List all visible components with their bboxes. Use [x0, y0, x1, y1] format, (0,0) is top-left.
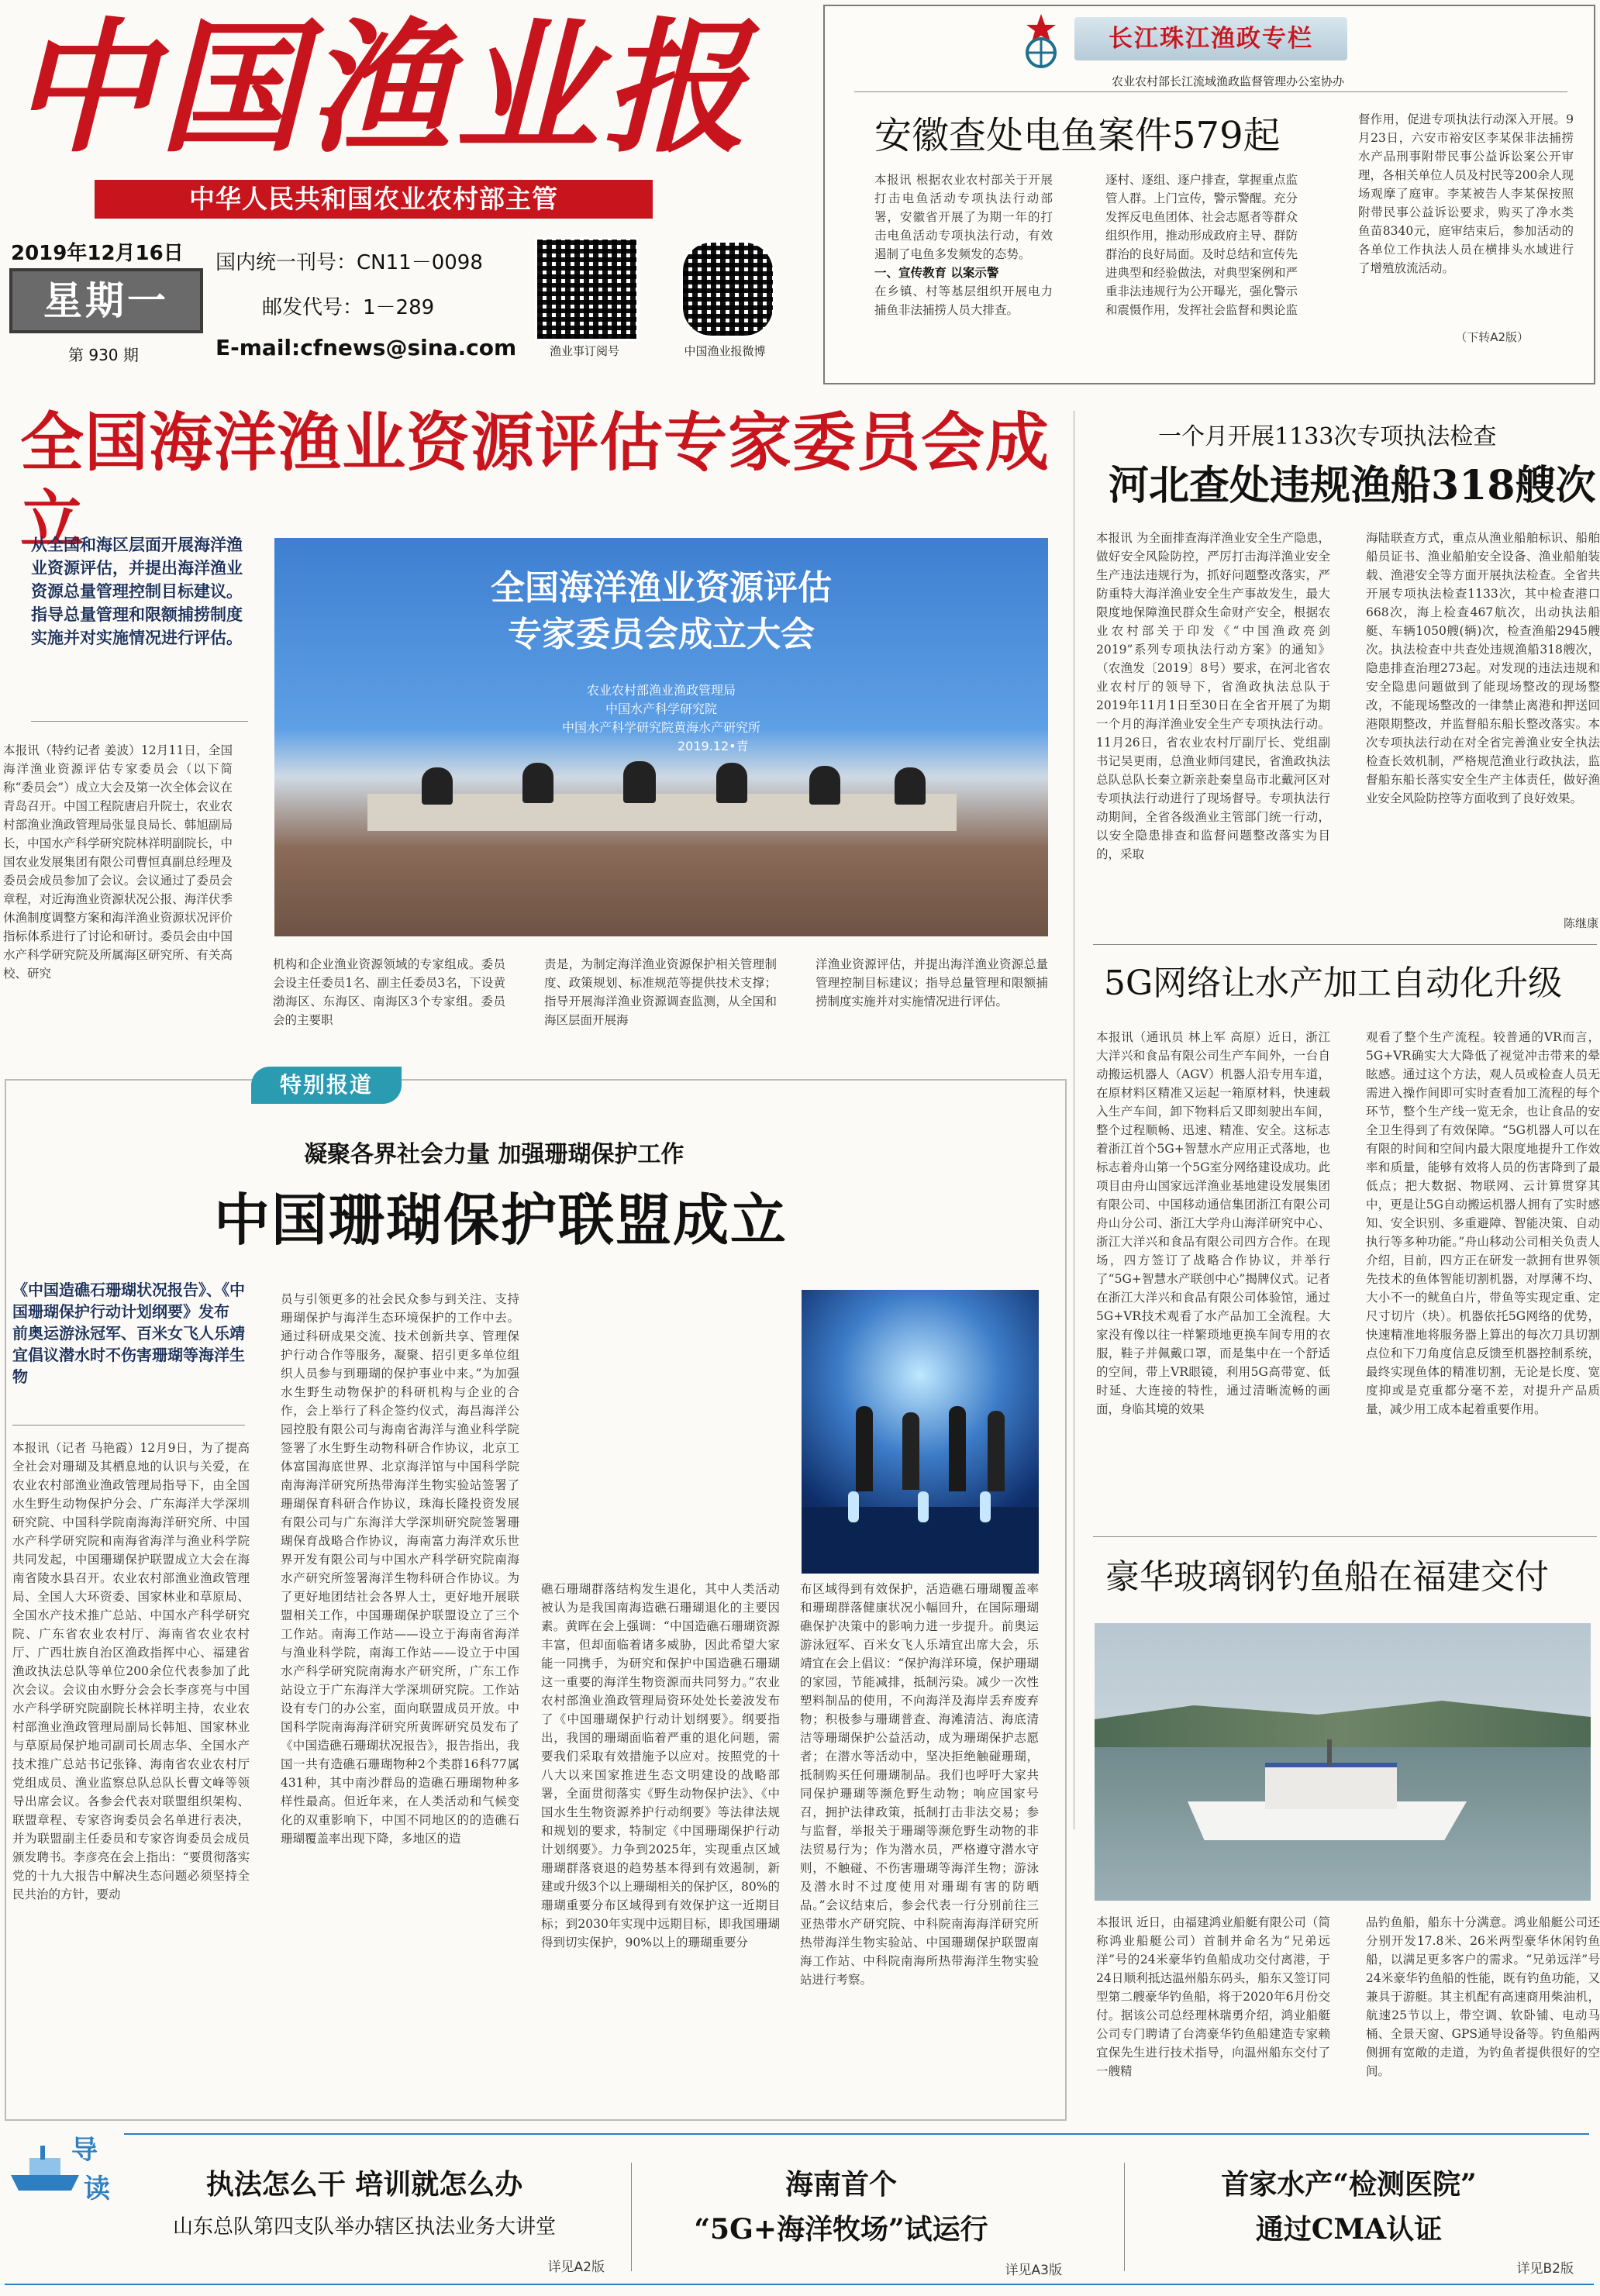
guide-item-3-subtitle: 通过CMA认证 [1255, 2213, 1443, 2246]
qr1-caption: 渔业事订阅号 [549, 344, 619, 358]
conference-banner-title1: 全国海洋渔业资源评估 [491, 568, 832, 608]
anhui-continued[interactable]: （下转A2版） [1455, 330, 1529, 344]
email[interactable]: E-mail:cfnews@sina.com [216, 335, 517, 360]
postal-code: 邮发代号：1－289 [262, 296, 435, 319]
guide-item-1-title: 执法怎么干 培训就怎么办 [205, 2168, 523, 2201]
guide-item-2-page: 详见A3版 [1005, 2263, 1062, 2278]
main-headline: 全国海洋渔业资源评估专家委员会成立 [20, 406, 1050, 557]
main-col2: 机构和企业渔业资源领域的专家组成。委员会设主任委员1名、副主任委员3名，下设黄渤海区、东海区、南海区3个专家组。委员会的主要职 [273, 957, 505, 1027]
special-report-tag: 特别报道 [279, 1072, 373, 1098]
yacht-photo [1095, 1623, 1591, 1901]
special-column-title: 长江珠江渔政专栏 [1109, 25, 1313, 53]
conference-banner-date: 2019.12•青 [678, 739, 749, 753]
guide-item-1[interactable] [132, 2163, 605, 2279]
fiveg-col1: 本报讯（通讯员 林上军 高原）近日，浙江大洋兴和食品有限公司生产车间外，一台自动搬运机器人（AGV）机器人沿专用车道，在原材料区精准又运起一箱原材料，快速载入生产车间，卸下物料后又即刻驶出车间，整个过程顺畅、迅速、精准、安全。这标志着浙江首个5G+智慧水产应用正式落地，也标志着舟山第一个5G室分网络建设成功。此项目由舟山国家远洋渔业基地建设发展集团有限公司、中国移动通信集团浙江有限公司舟山分公司、浙江大学舟山海洋研究中心、浙江大洋兴和食品有限公司四方合作。在现场，四方签订了战略合作协议，并举行了“5G+智慧水产联创中心”揭牌仪式。记者在浙江大洋兴和食品有限公司体验馆，通过5G+VR技术观看了水产品加工全流程。大家没有像以往一样繁琐地更换车间专用的衣服，鞋子并佩戴口罩，而是集中在一个舒适的空间，带上VR眼镜，利用5G高带宽、低时延、大连接的特性，通过清晰流畅的画面，身临其境的效果 [1096, 1030, 1330, 1416]
qr-code-subscription[interactable] [535, 237, 639, 341]
main-lead: 从全国和海区层面开展海洋渔业资源评估，并提出海洋渔业资源总量管理控制目标建议。指导总量管理和限额捕捞制度实施并对实施情况进行评估。 [31, 536, 243, 647]
guide-item-3-title: 首家水产“检测医院” [1221, 2168, 1477, 2201]
issue-date: 2019年12月16日 [11, 242, 184, 265]
masthead-subtitle: 中华人民共和国农业农村部主管 [189, 184, 558, 214]
guide-item-2-title: 海南首个 [784, 2168, 897, 2201]
guide-label-top: 导 [71, 2135, 98, 2166]
coral-col1: 本报讯（记者 马艳霞）12月9日，为了提高全社会对珊瑚及其栖息地的认识与关爱，在农业农村部渔业渔政管理局指导下，由全国水生野生动物保护分会、广东海洋大学深圳研究院、中国科学院南海海洋研究所、中国水产科学研究院和南海省海洋与渔业科学院共同发起，中国珊瑚保护联盟成立大会在海南省陵水县召开。农业农村部渔业渔政管理局、全国人大环资委、国家林业和草原局、全国水产技术推广总站、中国水产科学研究院、广东省农业农村厅、海南省农业农村厅、广西壮族自治区渔政指挥中心、福建省渔政执法总队等单位200余位代表参加了此次会议。会议由水野分会会长李彦亮与中国水产科学研究院副院长林祥明主持，农业农村部渔业渔政管理局副局长韩旭、国家林业与草原局保护地司副司长周志华、全国水产技术推广总站书记张锋、海南省农业农村厅党组成员、渔业监察总队总队长曹文峰等领导出席会议。各参会代表对联盟组织架构、联盟章程、专家咨询委员会名单进行表决，并为联盟副主任委员和专家咨询委员会成员颁发聘书。李彦亮在会上指出：“要贯彻落实党的十九大报告中解决生态问题必须坚持全民共治的方针，要动 [12, 1441, 250, 1901]
guide-item-1-page: 详见A2版 [547, 2260, 605, 2275]
coral-col2: 员与引领更多的社会民众参与到关注、支持珊瑚保护与海洋生态环境保护的工作中去。通过科研成果交流、技术创新共享、管理保护行动合作等服务，凝聚、招引更多单位组织人员参与到珊瑚的保护事业中来。”为加强水生野生动物保护的科研机构与企业的合作，会上举行了科企签约仪式，海昌海洋公园控股有限公司与海南省海洋与渔业科学院签署了水生野生动物科研合作协议，北京工体富国海底世界、北京海洋馆与中国科学院南海海洋研究所热带海洋生物实验站签署了珊瑚保育科研合作协议，珠海长隆投资发展有限公司与广东海洋大学深圳研究院签署珊瑚保育战略合作协议，海南富力海洋欢乐世界开发有限公司与中国水产科学研究院南海水产研究所签署海洋生物科研合作协议。为了更好地团结社会各界人士，更好地开展联盟相关工作，中国珊瑚保护联盟设立了三个工作站。南海工作站——设立于海南省海洋与渔业科学院，南海工作站——设立于中国水产科学研究院南海水产研究所，广东工作站设立于广东海洋大学深圳研究院。工作站设有专门的办公室，面向联盟成员开放。中国科学院南海海洋研究所黄晖研究员发布了《中国造礁石珊瑚状况报告》，报告指出，我国一共有造礁石珊瑚物种2个类群16科77属431种，其中南沙群岛的造礁石珊瑚物种多样性最高。但近年来，在人类活动和气候变化的双重影响下，中国不同地区的的造礁石珊瑚覆盖率出现下降，多地区的造 [281, 1292, 519, 1846]
conference-banner-title2: 专家委员会成立大会 [508, 615, 815, 654]
conference-banner-org3: 中国水产科学研究院黄海水产研究所 [561, 720, 760, 735]
hebei-headline: 河北查处违规渔船318艘次 [1109, 462, 1596, 509]
main-col4: 洋渔业资源评估，并提出海洋渔业资源总量管理控制目标建议；指导总量管理和限额捕捞制度实施并对实施情况进行评估。 [816, 957, 1048, 1008]
conference-banner-org1: 农业农村部渔业渔政管理局 [586, 683, 736, 698]
anhui-col2: 逐村、逐组、逐户排查，掌握重点监管人群。上门宣传，警示警醒。充分发挥反电鱼团体、社会志愿者等群众组织作用，推动形成政府主导、群防群治的良好局面。及时总结和宣传先进典型和经验做法，对典型案例和严重非法违规行为公开曝光，强化警示和震慑作用，发挥社会监督和舆论监 [1105, 173, 1298, 317]
guide-label-bottom: 读 [84, 2174, 110, 2205]
anhui-headline: 安徽查处电鱼案件579起 [874, 114, 1281, 157]
hebei-col1: 本报讯 为全面排查海洋渔业安全生产隐患，做好安全风险防控，严厉打击海洋渔业安全生产违法违规行为，抓好问题整改落实，严防重特大海洋渔业安全生产事故发生，最大限度地保障渔民群众生命财产安全，根据农业农村部关于印发《“中国渔政亮剑2019”系列专项执法行动方案》的通知》（农渔发〔2019〕8号）要求，在河北省农业农村厅的领导下，省渔政执法总队于2019年11月1日至30日在全省开展了为期一个月的海洋渔业安全生产专项执法行动。11月26日，省农业农村厅副厅长、党组副书记吴更雨，总渔业师闫建民，省渔政执法总队总队长秦立新亲赴秦皇岛市北戴河区对专项执法行动进行了现场督导。专项执法行动期间，全省各级渔业主管部门统一行动，以安全隐患排查和监督问题整改落实为目的，采取 [1096, 531, 1330, 861]
cn-number: 国内统一刊号：CN11－0098 [216, 251, 483, 274]
hebei-col2: 海陆联查方式，重点从渔业船舶标识、船舶船员证书、渔业船舶安全设备、渔业船舶装载、渔港安全等方面开展执法检查。全省共开展专项执法检查1133次，其中检查港口668次，海上检查467航次，出动执法船艇、车辆1050艘(辆)次，检查渔船2945艘次。执法检查中共查处违规渔船318艘次，隐患排查治理273起。对发现的违法违规和安全隐患问题做到了能现场整改的现场整改，不能现场整改的一律禁止离港和押送回港限期整改，并监督船东船长整改落实。本次专项执法行动在对全省完善渔业安全执法检查长效机制，严格规范渔业行政执法，监督船东船长落实安全生产主体责任，做好渔业安全风险防控等方面收到了良好效果。 [1366, 531, 1600, 805]
hebei-kicker: 一个月开展1133次专项执法检查 [1158, 423, 1497, 450]
coral-kicker: 凝聚各界社会力量 加强珊瑚保护工作 [304, 1141, 684, 1168]
guide-item-1-subtitle: 山东总队第四支队举办辖区执法业务大讲堂 [172, 2215, 556, 2239]
yacht-col1: 本报讯 近日，由福建鸿业船艇有限公司（简称鸿业船艇公司）首制并命名为“兄弟远洋”号的24米豪华钓鱼船成功交付离港，于24日顺利抵达温州船东码头，船东又签订同型第二艘豪华钓鱼船，将于2020年6月份交付。据该公司总经理林瑞勇介绍，鸿业船艇公司专门聘请了台湾豪华钓鱼船建造专家赖宜保先生进行技术指导，向温州船东交付了一艘精 [1096, 1915, 1330, 2078]
fiveg-col2: 观看了整个生产流程。较普通的VR而言，5G+VR确实大大降低了视觉冲击带来的晕眩感。通过这个方法，观人员或检查人员无需进入操作间即可实时查看加工流程的每个环节，整个生产线一览无余，也让食品的安全卫生得到了有效保障。“5G机器人可以在有限的时间和空间内最大限度地提升工作效率和质量，能够有效将人员的伤害降到了最低点；把大数据、物联网、云计算贯穿其中，更是让5G自动搬运机器人拥有了实时感知、安全识别、多重避障、智能决策、自动执行等多种功能。”舟山移动公司相关负责人介绍，目前，四方正在研发一款拥有世界领先技术的鱼体智能切割机器，对厚薄不均、大小不一的鱿鱼白片，带鱼等实现定重、定尺寸切片（块）。机器依托5G网络的优势，快速精准地将服务器上算出的每次刀具切割点位和下刀角度信息反馈至机器控制系统，最终实现鱼体的精准切割，无论是长度、宽度抑或是克重都分毫不差，对提升产品质量，减少用工成本起着重要作用。 [1366, 1030, 1600, 1416]
guide-item-2-subtitle: “5G+海洋牧场”试运行 [694, 2213, 988, 2246]
guide-item-3[interactable] [1147, 2163, 1581, 2279]
newspaper-title: 中国渔业报 [11, 3, 751, 172]
coral-col4: 布区域得到有效保护，活造礁石珊瑚覆盖率和珊瑚群落健康状况小幅回升，在国际珊瑚礁保护决策中的影响力进一步提升。前奥运游泳冠军、百米女飞人乐靖宜出席大会，乐靖宜在会上倡议：“保护海洋环境，保护珊瑚的家园，节能减排，抵制污染。减少一次性塑料制品的使用，不向海洋及海岸丢弃废弃物；积极参与珊瑚普查、海滩清洁、海底清洁等珊瑚保护公益活动，成为珊瑚保护志愿者；在潜水等活动中，坚决拒绝触碰珊瑚，抵制购买任何珊瑚制品。我们也呼吁大家共同保护珊瑚等濒危野生动物；响应国家号召，拥护法律政策，抵制打击非法交易；参与监督，举报关于珊瑚等濒危野生动物的非法贸易行为；作为潜水员，严格遵守潜水守则，不触碰、不伤害珊瑚等海洋生物；游泳及潜水时不过度使用对珊瑚有害的防晒品。”会议结束后，参会代表一行分别前往三亚热带水产研究院、中科院南海海洋研究所热带海洋生物实验站、中国珊瑚保护联盟南海工作站、中科院南海所热带海洋生物实验站进行考察。 [800, 1582, 1039, 1987]
coral-ceremony-photo [802, 1290, 1039, 1574]
yacht-headline: 豪华玻璃钢钓鱼船在福建交付 [1105, 1557, 1549, 1597]
special-column-box [823, 5, 1595, 384]
special-column-org: 农业农村部长江流域渔政监督管理办公室协办 [1112, 74, 1345, 88]
coral-headline: 中国珊瑚保护联盟成立 [214, 1187, 788, 1253]
hebei-author: 陈继康 [1563, 916, 1598, 930]
conference-banner-org2: 中国水产科学研究院 [605, 702, 717, 716]
yacht-col2: 品钓鱼船，船东十分满意。鸿业船艇公司还分别开发17.8米、26米两型豪华休闲钓鱼船，以满足更多客户的需求。“兄弟远洋”号24米豪华钓鱼船的性能，既有钓鱼功能，又兼具于游艇。其主机配有高速商用柴油机，航速25节以上，带空调、软卧铺、电动马桶、全景天窗、GPS通导设备等。钓鱼船两侧拥有宽敞的走道，为钓鱼者提供很好的空间。 [1366, 1915, 1600, 2078]
guide-item-3-page: 详见B2版 [1516, 2261, 1574, 2277]
coral-col3: 礁石珊瑚群落结构发生退化，其中人类活动被认为是我国南海造礁石珊瑚退化的主要因素。黄晖在会上强调：“中国造礁石珊瑚资源丰富，但却面临着诸多威胁，因此希望大家能一同携手，为研究和保护中国造礁石珊瑚这一重要的海洋生物资源而共同努力。”农业农村部渔业渔政管理局资环处处长姜波发布了《中国珊瑚保护行动计划纲要》。纲要指出，我国的珊瑚面临着严重的退化问题，需要我们采取有效措施予以应对。按照党的十八大以来国家推进生态文明建设的战略部署，全面贯彻落实《野生动物保护法》、《中国水生生物资源养护行动纲要》等法律法规和规划的要求，特制定《中国珊瑚保护行动计划纲要》。力争到2025年，实现重点区域珊瑚群落衰退的趋势基本得到有效遏制，新建或升级3个以上珊瑚相关的保护区，80%的珊瑚重要分布区域得到有效保护这一近期目标；到2030年实现中远期目标，即我国珊瑚得到切实保护，90%以上的珊瑚重要分 [541, 1582, 780, 1950]
anhui-col3: 督作用，促进专项执法行动深入开展。9月23日，六安市裕安区李某保非法捕捞水产品刑事附带民事公益诉讼案公开审理，各相关单位人员及村民等200余人现场观摩了庭审。李某被告人李某保按照附带民事公益诉讼要求，购买了净水类鱼苗8340元，庭审结束后，参加活动的各单位工作执法人员在横排头水域进行了增殖放流活动。 [1358, 112, 1574, 275]
weekday: 星期一 [43, 278, 169, 323]
fishery-emblem-icon [1016, 9, 1067, 71]
anhui-col1: 本报讯 根据农业农村部关于开展打击电鱼活动专项执法行动部署，安徽省开展了为期一年的打击电鱼活动专项执法行动，有效遏制了电鱼多发频发的态势。 一、宣传教育 以案示警 在乡镇、村等基层组织开展电力捕鱼非法捕捞人员大排查。 [874, 173, 1053, 317]
main-col3: 责是，为制定海洋渔业资源保护相关管理制度、政策规划、标准规范等提供技术支撑；指导开展海洋渔业资源调查监测，从全国和海区层面开展海 [544, 957, 777, 1027]
conference-photo [274, 538, 1048, 936]
main-col1: 本报讯（特约记者 姜波）12月11日，全国海洋渔业资源评估专家委员会（以下简称“委员会”）成立大会及第一次全体会议在青岛召开。中国工程院唐启升院士，农业农村部渔业渔政管理局张显良局长、韩旭副局长，中国水产科学研究院林祥明副院长，中国农业发展集团有限公司曹恒真副总经理及委员会成员参加了会议。会议通过了委员会章程，对近海渔业资源状况公报、海洋伏季休渔制度调整方案和海洋渔业资源状况评价指标体系进行了讨论和研讨。委员会由中国水产科学研究院及所属海区研究所、有关高校、研究 [3, 743, 233, 981]
coral-lead: 《中国造礁石珊瑚状况报告》、《中国珊瑚保护行动计划纲要》发布 前奥运游泳冠军、百米女飞人乐靖宜倡议潜水时不伤害珊瑚等海洋生物 [12, 1281, 245, 1386]
masthead [0, 0, 806, 403]
qr2-caption: 中国渔业报微博 [684, 344, 766, 358]
fiveg-headline: 5G网络让水产加工自动化升级 [1104, 964, 1563, 1003]
speaker-table [367, 794, 957, 831]
guide-item-2[interactable] [667, 2163, 1101, 2279]
issue-number: 第 930 期 [68, 346, 139, 364]
qr-code-weibo[interactable] [681, 240, 775, 338]
